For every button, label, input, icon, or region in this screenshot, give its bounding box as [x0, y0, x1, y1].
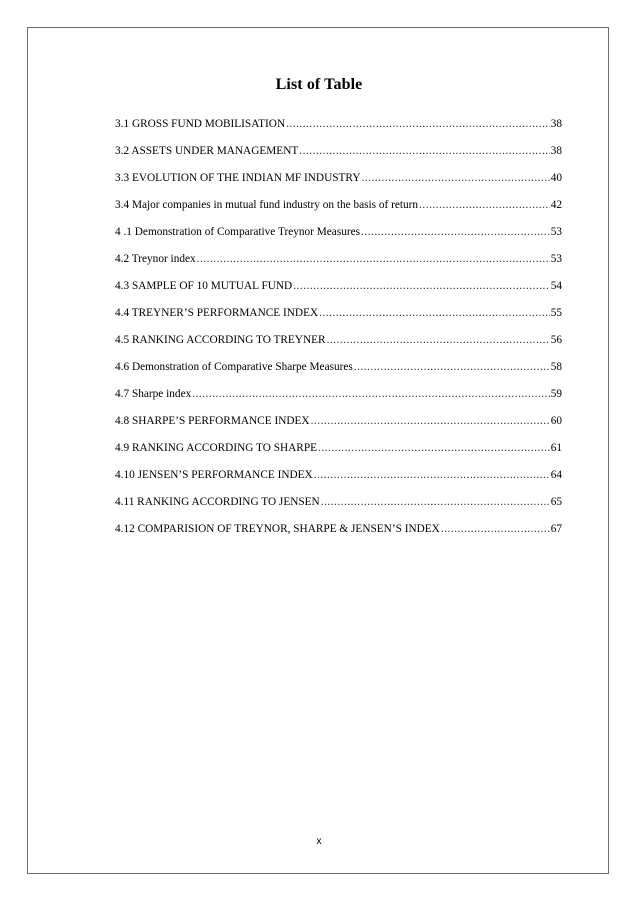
dot-leader	[286, 117, 550, 131]
toc-entry-label: 3.1 GROSS FUND MOBILISATION	[115, 118, 286, 130]
toc-entry-label: 4.3 SAMPLE OF 10 MUTUAL FUND	[115, 280, 293, 292]
toc-entry-label: 4.5 RANKING ACCORDING TO TREYNER	[115, 334, 326, 346]
dot-leader	[314, 468, 550, 482]
toc-entry[interactable]	[115, 225, 562, 252]
dot-leader	[192, 387, 549, 401]
toc-entry-label: 4 .1 Demonstration of Comparative Treynor Measures	[115, 226, 361, 238]
toc-entry-page: 53	[550, 253, 562, 265]
toc-entry-page: 42	[550, 199, 562, 211]
toc-entry-page: 53	[550, 226, 562, 238]
dot-leader	[321, 495, 550, 509]
dot-leader	[311, 414, 550, 428]
toc-entry-page: 61	[550, 442, 562, 454]
dot-leader	[327, 333, 550, 347]
toc-entry-page: 55	[550, 307, 562, 319]
toc-entry-page: 38	[550, 145, 562, 157]
toc-entry-page: 59	[550, 388, 562, 400]
page-number: x	[316, 836, 322, 847]
toc-entry-label: 3.3 EVOLUTION OF THE INDIAN MF INDUSTRY	[115, 172, 361, 184]
toc-entry-page: 40	[550, 172, 562, 184]
dot-leader	[319, 306, 550, 320]
toc-entry-page: 65	[550, 496, 562, 508]
toc-entry-label: 4.8 SHARPE’S PERFORMANCE INDEX	[115, 415, 310, 427]
toc-entry[interactable]	[115, 306, 562, 333]
toc-entry-page: 64	[550, 469, 562, 481]
toc-entry[interactable]	[115, 279, 562, 306]
toc-entry-page: 54	[550, 280, 562, 292]
toc-entry[interactable]	[115, 198, 562, 225]
toc-entry[interactable]	[115, 495, 562, 522]
toc-entry[interactable]	[115, 117, 562, 144]
page-title: List of Table	[275, 76, 363, 93]
dot-leader	[197, 252, 550, 266]
toc-entry-page: 58	[550, 361, 562, 373]
toc-entry-label: 4.9 RANKING ACCORDING TO SHARPE	[115, 442, 318, 454]
dot-leader	[419, 198, 550, 212]
toc-entry[interactable]	[115, 468, 562, 495]
toc-entry[interactable]	[115, 414, 562, 441]
toc-entry-label: 4.4 TREYNER’S PERFORMANCE INDEX	[115, 307, 319, 319]
toc-entry-label: 4.10 JENSEN’S PERFORMANCE INDEX	[115, 469, 313, 481]
dot-leader	[354, 360, 550, 374]
toc-entry-label: 3.2 ASSETS UNDER MANAGEMENT	[115, 145, 299, 157]
toc-entry[interactable]	[115, 252, 562, 279]
toc-entry[interactable]	[115, 522, 562, 549]
toc-entry-label: 4.11 RANKING ACCORDING TO JENSEN	[115, 496, 320, 508]
dot-leader	[362, 171, 550, 185]
dot-leader	[299, 144, 549, 158]
dot-leader	[318, 441, 550, 455]
dot-leader	[441, 522, 550, 536]
toc-entry-label: 4.6 Demonstration of Comparative Sharpe Measures	[115, 361, 353, 373]
toc-entry-page: 67	[550, 523, 562, 535]
toc-entry[interactable]	[115, 333, 562, 360]
toc-entry-label: 4.12 COMPARISION OF TREYNOR, SHARPE & JENSEN’S INDEX	[115, 523, 440, 535]
dot-leader	[361, 225, 550, 239]
table-list	[115, 117, 562, 549]
toc-entry[interactable]	[115, 387, 562, 414]
toc-entry-label: 3.4 Major companies in mutual fund industry on the basis of return	[115, 199, 419, 211]
toc-entry[interactable]	[115, 144, 562, 171]
toc-entry-page: 56	[550, 334, 562, 346]
toc-entry[interactable]	[115, 360, 562, 387]
toc-entry-label: 4.2 Treynor index	[115, 253, 196, 265]
toc-entry[interactable]	[115, 441, 562, 468]
dot-leader	[293, 279, 549, 293]
toc-entry-page: 38	[550, 118, 562, 130]
toc-entry-label: 4.7 Sharpe index	[115, 388, 192, 400]
toc-entry-page: 60	[550, 415, 562, 427]
toc-entry[interactable]	[115, 171, 562, 198]
